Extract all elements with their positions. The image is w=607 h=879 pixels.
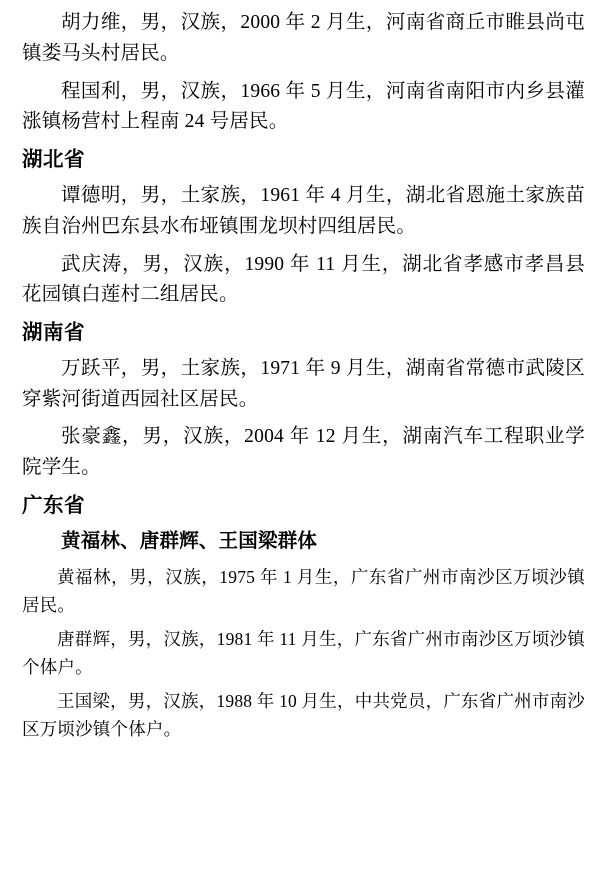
section-heading-hubei: 湖北省 (22, 149, 85, 172)
paragraph: 张豪鑫，男，汉族，2004 年 12 月生，湖南汽车工程职业学院学生。 (22, 426, 585, 479)
group-subheading: 黄福林、唐群辉、王国梁群体 (61, 530, 318, 552)
paragraph: 谭德明，男，土家族，1961 年 4 月生，湖北省恩施土家族苗族自治州巴东县水布垭镇围龙坝村四组居民。 (22, 184, 585, 237)
paragraph: 胡力维，男，汉族，2000 年 2 月生，河南省商丘市睢县尚屯镇娄马头村居民。 (22, 12, 585, 64)
section-heading-hunan: 湖南省 (22, 322, 85, 345)
paragraph: 黄福林，男，汉族，1975 年 1 月生，广东省广州市南沙区万顷沙镇居民。 (22, 567, 585, 616)
paragraph: 王国梁，男，汉族，1988 年 10 月生，中共党员，广东省广州市南沙区万顷沙镇个体户。 (22, 691, 585, 740)
paragraph: 程国利，男，汉族，1966 年 5 月生，河南省南阳市内乡县灌涨镇杨营村上程南 24 号居民。 (22, 80, 585, 133)
paragraph: 武庆涛，男，汉族，1990 年 11 月生，湖北省孝感市孝昌县花园镇白莲村二组居民。 (22, 253, 585, 306)
paragraph: 万跃平，男，土家族，1971 年 9 月生，湖南省常德市武陵区穿紫河街道西园社区居民。 (22, 357, 585, 410)
paragraph: 唐群辉，男，汉族，1981 年 11 月生，广东省广州市南沙区万顷沙镇个体户。 (22, 629, 585, 678)
section-heading-guangdong: 广东省 (22, 495, 85, 518)
